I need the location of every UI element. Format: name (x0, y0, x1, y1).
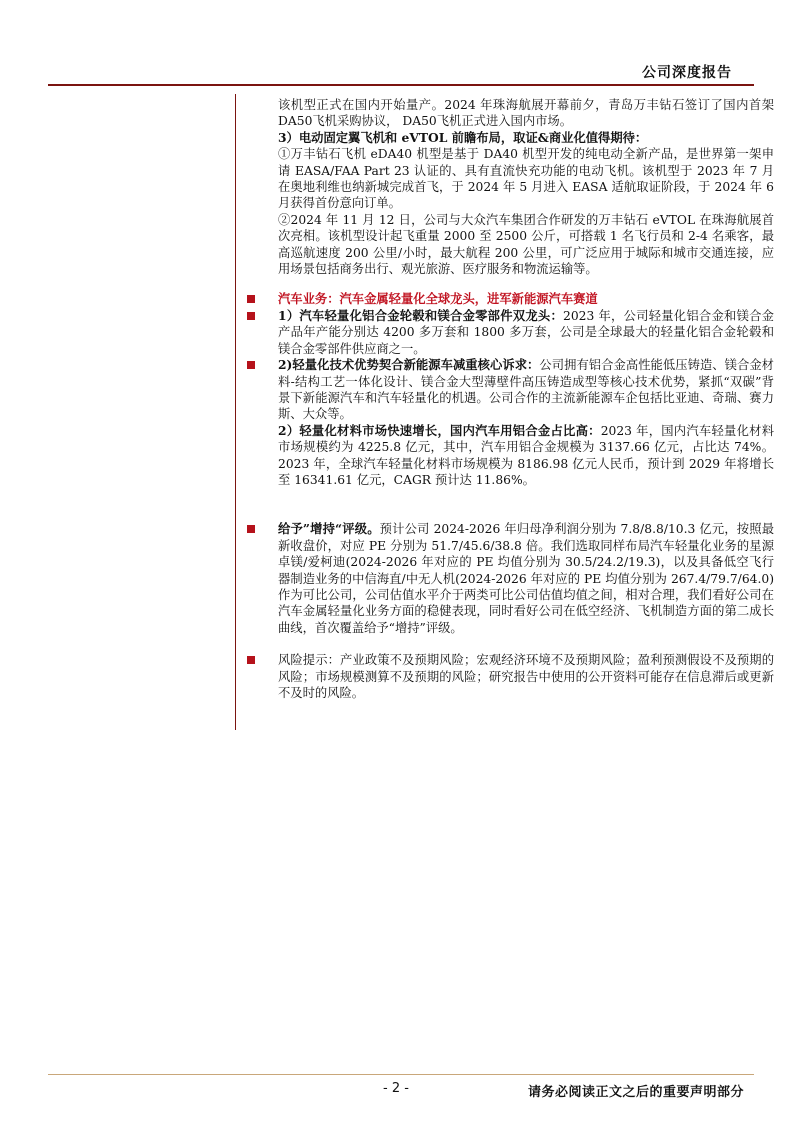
evtol-heading: 3）电动固定翼飞机和 eVTOL 前瞻布局，取证&商业化值得期待： (278, 129, 648, 145)
auto-business-section (278, 291, 774, 307)
footer-divider (48, 1074, 754, 1075)
bullet-square-icon (247, 312, 255, 320)
auto-item-3-text: 2023 年，国内汽车轻量化材料市场规模约为 4225.8 亿元，其中，汽车用铝合金规模为 3137.66 亿元，占比达 74%。2023 年，全球汽车轻量化材料市场规模为 8186.98 亿元人民币，预计到 2029 年将增长至 16341.61 亿元，CAGR 预计达 11.86%。 (278, 423, 774, 487)
auto-item-2-heading: 2)轻量化技术优势契合新能源车减重核心诉求： (278, 357, 540, 373)
evtol-paragraph-1: ①万丰钻石飞机 eDA40 机型是基于 DA40 机型开发的纯电动全新产品，是世界第一架申请 EASA/FAA Part 23 认证的、具有直流快充功能的电动飞机。该机型于 2023 年 7 月在奥地利维也纳新城完成首飞，于 2024 年 5 月进入 EASA 适航取证阶段，于 2024 年 6 月获得首份意向订单。 (278, 147, 774, 211)
report-body (278, 97, 774, 701)
bullet-square-icon (247, 361, 255, 369)
rating-heading: 给予”增持“评级。 (278, 521, 380, 537)
auto-item-2 (278, 357, 774, 423)
bullet-square-icon (247, 525, 255, 533)
auto-item-1-text: 2023 年，公司轻量化铝合金和镁合金产品年产能分别达 4200 多万套和 1800 多万套，公司是全球最大的轻量化铝合金轮毂和镁合金零部件供应商之一。 (278, 308, 774, 356)
auto-item-3 (278, 423, 774, 489)
auto-item-1-heading: 1）汽车轻量化铝合金轮毂和镁合金零部件双龙头： (278, 307, 564, 323)
evtol-paragraph-2: ②2024 年 11 月 12 日，公司与大众汽车集团合作研发的万丰钻石 eVTOL 在珠海航展首次亮相。该机型设计起飞重量 2000 至 2500 公斤，可搭载 1 名飞行员和 2-4 名乘客，最高巡航速度 200 公里/小时，最大航程 200 公里，可广泛应用于城际和城市交通连接，应用场景包括商务出行、观光旅游、医疗服务和物流运输等。 (278, 212, 774, 277)
rating-text: 预计公司 2024-2026 年归母净利润分别为 7.8/8.8/10.3 亿元，按照最新收盘价，对应 PE 分别为 51.7/45.6/38.8 倍。我们选取同样布局汽车轻量化业务的星源卓镁/爱柯迪(2024-2026 年对应的 PE 均值分别为 30.5/24.2/19.3)，以及具备低空飞行器制造业务的中信海直/中无人机(2024-2026 年对应的 PE 均值分别为 267.4/79.7/64.0)作为可比公司，公司估值水平介于两类可比公司估值均值之间，相对合理，我们看好公司在汽车金属轻量化业务方面的稳健表现，同时看好公司在低空经济、飞机制造方面的第二成长曲线，首次覆盖给予“增持”评级。 (278, 522, 774, 635)
report-type-title: 公司深度报告 (642, 65, 732, 81)
bullet-square-icon (247, 656, 255, 664)
disclaimer-notice: 请务必阅读正文之后的重要声明部分 (527, 1085, 744, 1100)
rating-section (278, 521, 774, 636)
risk-section (278, 652, 774, 701)
auto-section-title: 汽车业务：汽车金属轻量化全球龙头，进军新能源汽车赛道 (278, 291, 598, 307)
auto-item-3-heading: 2）轻量化材料市场快速增长，国内汽车用铝合金占比高： (278, 422, 601, 438)
header-divider (48, 84, 754, 86)
bullet-square-icon (247, 295, 255, 303)
aviation-continuation (278, 97, 774, 277)
left-margin-rule (235, 94, 236, 730)
page-number: - 2 - (383, 1081, 409, 1096)
aviation-intro-paragraph: 该机型正式在国内开始量产。2024 年珠海航展开幕前夕，青岛万丰钻石签订了国内首架 DA50飞机采购协议， DA50飞机正式进入国内市场。 (278, 98, 774, 129)
auto-item-2-text: 公司拥有铝合金高性能低压铸造、镁合金材料-结构工艺一体化设计、镁合金大型薄壁件高压铸造成型等核心技术优势，紧抓“双碳”背景下新能源汽车和汽车轻量化的机遇。公司合作的主流新能源车企包括比亚迪、奇瑞、赛力斯、大众等。 (278, 358, 774, 422)
auto-item-1 (278, 308, 774, 357)
risk-text: 风险提示：产业政策不及预期风险；宏观经济环境不及预期风险；盈利预测假设不及预期的风险；市场规模测算不及预期的风险；研究报告中使用的公开资料可能存在信息滞后或更新不及时的风险。 (278, 653, 774, 700)
